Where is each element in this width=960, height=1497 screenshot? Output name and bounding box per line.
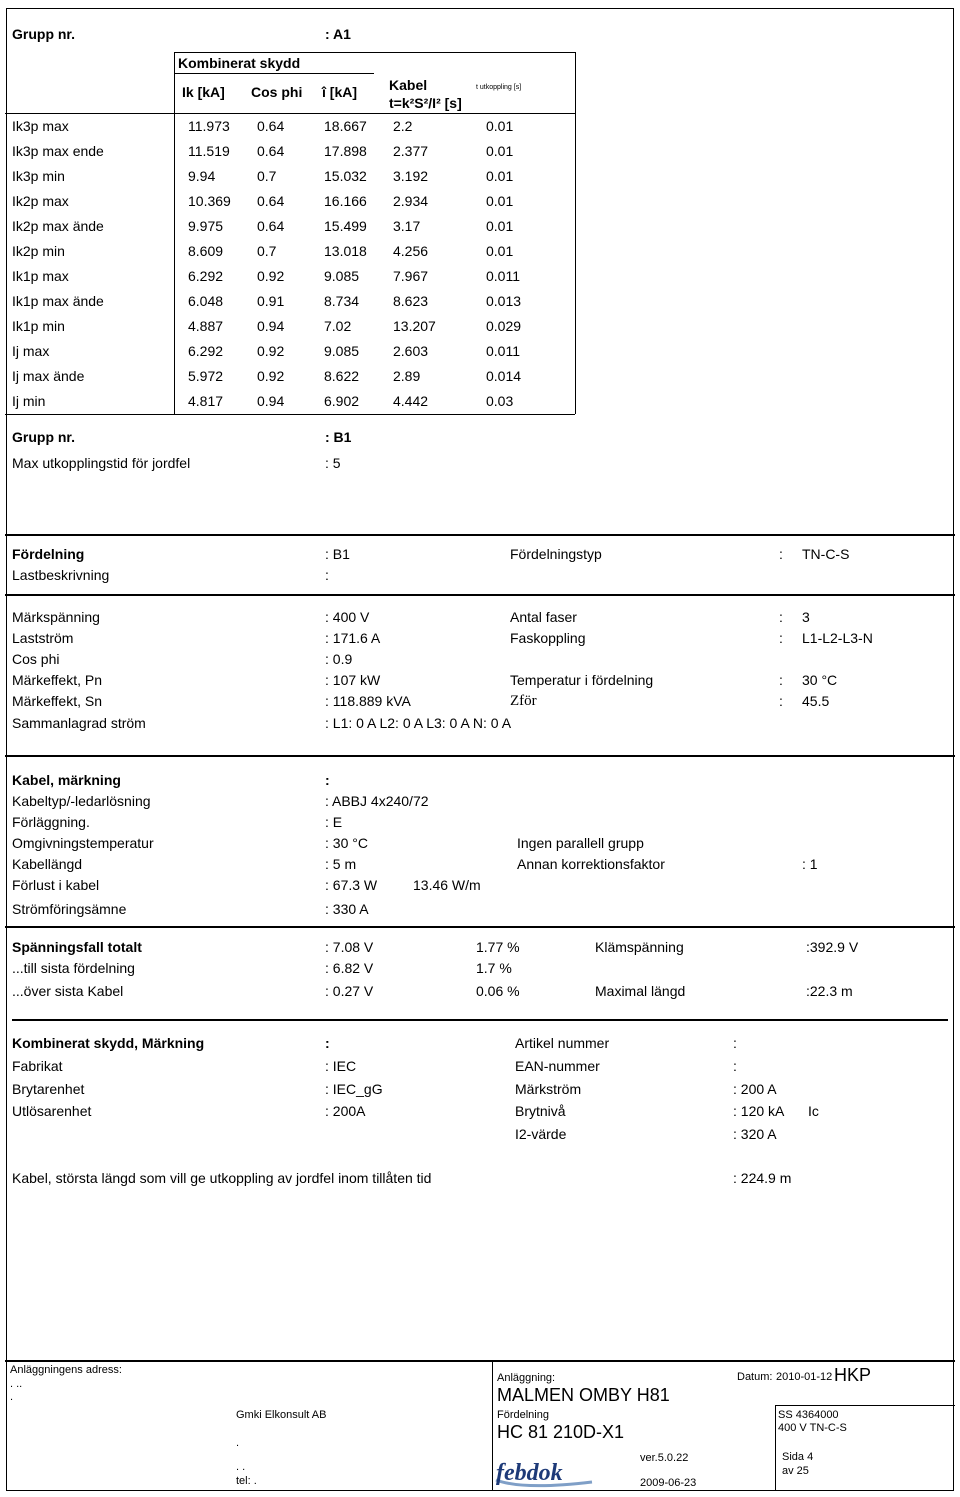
artikelnummer-value: : <box>733 1035 737 1051</box>
laststrom-value: : 171.6 A <box>325 630 381 646</box>
faskoppling-value: L1-L2-L3-N <box>802 630 873 646</box>
kabel-label: Kabel, märkning <box>12 772 121 788</box>
table-cell-cos: 0.94 <box>257 393 285 409</box>
col-header-ik: Ik [kA] <box>182 84 225 100</box>
fordelning-label: Fördelning <box>12 546 85 562</box>
table-cell-ihat: 18.667 <box>324 118 367 134</box>
cos-phi-label: Cos phi <box>12 651 60 667</box>
group-b-value: : B1 <box>325 429 352 445</box>
utlosarenhet-value: : 200A <box>325 1103 366 1119</box>
antal-faser-colon: : <box>779 609 783 625</box>
table-cell-ik: 6.292 <box>188 343 224 359</box>
table-cell-ik: 6.048 <box>188 293 224 309</box>
page-total: av 25 <box>782 1465 809 1477</box>
faskoppling-colon: : <box>779 630 783 646</box>
table-cell-ihat: 7.02 <box>324 318 352 334</box>
table-row-label: Ij max <box>12 343 50 359</box>
col-header-ihat: î [kA] <box>322 84 357 100</box>
forlust-label: Förlust i kabel <box>12 877 100 893</box>
table-border-bottom <box>5 414 575 415</box>
adress-line2: . <box>10 1391 14 1403</box>
table-cell-t: 0.011 <box>486 268 520 284</box>
markeffekt-pn-value: : 107 kW <box>325 672 381 688</box>
sista-kabel-value: : 0.27 V <box>325 983 374 999</box>
kabeltyp-value: : ABBJ 4x240/72 <box>325 793 429 809</box>
markeffekt-pn-label: Märkeffekt, Pn <box>12 672 103 688</box>
febdok-logo-graphic <box>492 1458 596 1488</box>
stromforingsamne-label: Strömföringsämne <box>12 901 127 917</box>
table-row-label: Ik3p max ende <box>12 143 104 159</box>
group-a-value: : A1 <box>325 26 351 42</box>
table-cell-ik: 10.369 <box>188 193 231 209</box>
table-cell-ik: 6.292 <box>188 268 224 284</box>
febdok-logo <box>492 1458 596 1488</box>
footer-fordelning-value: HC 81 210D-X1 <box>497 1422 625 1442</box>
datum-label: Datum: <box>737 1371 773 1383</box>
klamspanning-label: Klämspänning <box>595 939 684 955</box>
maximal-langd-label: Maximal längd <box>595 983 686 999</box>
table-group-header: Kombinerat skydd <box>178 55 301 71</box>
fordelningstyp-colon: : <box>779 546 783 562</box>
korrektionsfaktor-value: : 1 <box>802 856 818 872</box>
cos-phi-value: : 0.9 <box>325 651 353 667</box>
table-cell-ihat: 17.898 <box>324 143 367 159</box>
table-cell-t: 0.029 <box>486 318 522 334</box>
table-cell-cos: 0.64 <box>257 118 285 134</box>
col-header-kabel-formula: t=k²S²/I² [s] <box>389 95 462 111</box>
table-cell-cos: 0.64 <box>257 218 285 234</box>
sammanlagrad-label: Sammanlagrad ström <box>12 715 146 731</box>
faskoppling-label: Faskoppling <box>510 630 586 646</box>
group-b-label: Grupp nr. <box>12 429 75 445</box>
standard: SS 4364000 <box>778 1409 839 1421</box>
lastbeskrivning-value: : <box>325 567 329 583</box>
forlaggning-label: Förläggning. <box>12 814 90 830</box>
kabellangd-label: Kabellängd <box>12 856 83 872</box>
table-cell-ihat: 8.622 <box>324 368 360 384</box>
table-cell-t: 0.01 <box>486 143 514 159</box>
table-cell-kabel: 2.377 <box>393 143 429 159</box>
section-divider <box>5 926 955 928</box>
footer-hline <box>775 1405 955 1406</box>
table-cell-cos: 0.7 <box>257 243 277 259</box>
table-cell-t: 0.01 <box>486 118 514 134</box>
fordelningstyp-label: Fördelningstyp <box>510 546 602 562</box>
table-cell-cos: 0.7 <box>257 168 277 184</box>
omgivningstemp-label: Omgivningstemperatur <box>12 835 154 851</box>
table-cell-ihat: 9.085 <box>324 268 360 284</box>
table-cell-ik: 9.94 <box>188 168 216 184</box>
korrektionsfaktor-label: Annan korrektionsfaktor <box>517 856 665 872</box>
table-row-label: Ik2p max <box>12 193 69 209</box>
table-cell-ik: 11.519 <box>188 143 230 159</box>
page-frame <box>6 8 954 1491</box>
lastbeskrivning-label: Lastbeskrivning <box>12 567 110 583</box>
table-cell-t: 0.01 <box>486 218 514 234</box>
group-a-label: Grupp nr. <box>12 26 75 42</box>
table-cell-t: 0.01 <box>486 168 514 184</box>
table-border-left <box>174 52 175 414</box>
ean-value: : <box>733 1058 737 1074</box>
footer-fordelning-label: Fördelning <box>497 1409 549 1421</box>
table-cell-t: 0.014 <box>486 368 522 384</box>
table-cell-ik: 11.973 <box>188 118 230 134</box>
table-row-label: Ik1p max <box>12 268 69 284</box>
table-cell-t: 0.013 <box>486 293 522 309</box>
klamspanning-value: :392.9 V <box>806 939 859 955</box>
skydd-value: : <box>325 1035 330 1051</box>
adress-label: Anläggningens adress: <box>10 1364 122 1376</box>
temperatur-label: Temperatur i fördelning <box>510 672 654 688</box>
table-cell-kabel: 4.256 <box>393 243 429 259</box>
table-cell-kabel: 3.192 <box>393 168 429 184</box>
kabel-storsta-langd-value: : 224.9 m <box>733 1170 792 1186</box>
col-header-t: t utkoppling [s] <box>476 84 522 91</box>
table-cell-cos: 0.91 <box>257 293 285 309</box>
spanningsfall-label: Spänningsfall totalt <box>12 939 142 955</box>
table-cell-t: 0.01 <box>486 243 514 259</box>
kabel-value: : <box>325 772 330 788</box>
table-cell-t: 0.03 <box>486 393 514 409</box>
table-cell-cos: 0.92 <box>257 368 285 384</box>
sammanlagrad-value: : L1: 0 A L2: 0 A L3: 0 A N: 0 A <box>325 715 512 731</box>
zfor-label: Zför <box>510 693 537 709</box>
adress-line1: . .. <box>10 1378 23 1390</box>
sista-fordelning-label: ...till sista fördelning <box>12 960 135 976</box>
table-cell-cos: 0.92 <box>257 268 285 284</box>
table-cell-ihat: 15.499 <box>324 218 367 234</box>
table-cell-ihat: 8.734 <box>324 293 360 309</box>
forlust-value: : 67.3 W <box>325 877 378 893</box>
parallell-grupp-label: Ingen parallell grupp <box>517 835 644 851</box>
table-cell-kabel: 2.603 <box>393 343 429 359</box>
section-divider <box>5 534 955 536</box>
fabrikat-label: Fabrikat <box>12 1058 63 1074</box>
kabel-storsta-langd-label: Kabel, största längd som vill ge utkoppling av jordfel inom tillåten tid <box>12 1170 432 1186</box>
fabrikat-value: : IEC <box>325 1058 357 1074</box>
table-cell-ik: 9.975 <box>188 218 224 234</box>
table-cell-kabel: 7.967 <box>393 268 429 284</box>
table-row-label: Ik2p max ände <box>12 218 104 234</box>
temperatur-colon: : <box>779 672 783 688</box>
markstrom-value: : 200 A <box>733 1081 777 1097</box>
antal-faser-label: Antal faser <box>510 609 577 625</box>
table-cell-t: 0.011 <box>486 343 520 359</box>
footer-divider-right <box>775 1405 776 1490</box>
signature: HKP <box>834 1365 872 1385</box>
table-cell-kabel: 2.2 <box>393 118 413 134</box>
standard-system: 400 V TN-C-S <box>778 1422 847 1434</box>
table-cell-cos: 0.94 <box>257 318 285 334</box>
table-row-label: Ik1p max ände <box>12 293 104 309</box>
table-row-label: Ik3p min <box>12 168 65 184</box>
table-cell-ik: 5.972 <box>188 368 224 384</box>
table-row-label: Ij max ände <box>12 368 85 384</box>
febdok-logo-text: febdok <box>496 1460 563 1486</box>
sista-kabel-label: ...över sista Kabel <box>12 983 124 999</box>
table-cell-kabel: 4.442 <box>393 393 429 409</box>
version-date: 2009-06-23 <box>640 1477 697 1489</box>
table-cell-cos: 0.64 <box>257 143 285 159</box>
ean-label: EAN-nummer <box>515 1058 600 1074</box>
markeffekt-sn-label: Märkeffekt, Sn <box>12 693 103 709</box>
temperatur-value: 30 °C <box>802 672 838 688</box>
table-row-label: Ik1p min <box>12 318 65 334</box>
kabellangd-value: : 5 m <box>325 856 357 872</box>
anlaggning-value: MALMEN OMBY H81 <box>497 1385 670 1405</box>
section-divider <box>12 1019 948 1021</box>
table-cell-ihat: 16.166 <box>324 193 367 209</box>
forlust-per-meter: 13.46 W/m <box>413 877 481 893</box>
sista-fordelning-pct: 1.7 % <box>476 960 512 976</box>
table-cell-ihat: 6.902 <box>324 393 360 409</box>
brytarenhet-label: Brytarenhet <box>12 1081 85 1097</box>
max-utkoppling-value: : 5 <box>325 455 341 471</box>
table-cell-ihat: 13.018 <box>324 243 367 259</box>
markspanning-value: : 400 V <box>325 609 370 625</box>
brytniva-unit: Ic <box>808 1103 819 1119</box>
company-line1: . <box>236 1437 240 1449</box>
markspanning-label: Märkspänning <box>12 609 100 625</box>
section-divider <box>5 594 955 596</box>
fordelningstyp-value: TN-C-S <box>802 546 850 562</box>
max-utkoppling-label: Max utkopplingstid för jordfel <box>12 455 191 471</box>
sista-fordelning-value: : 6.82 V <box>325 960 374 976</box>
i2-value: : 320 A <box>733 1126 777 1142</box>
table-border-top <box>174 52 575 53</box>
table-divider-group <box>174 73 374 74</box>
table-cell-kabel: 8.623 <box>393 293 429 309</box>
brytarenhet-value: : IEC_gG <box>325 1081 383 1097</box>
footer-top-border <box>5 1360 955 1362</box>
table-cell-ihat: 15.032 <box>324 168 367 184</box>
table-cell-ihat: 9.085 <box>324 343 360 359</box>
table-header-bottom <box>5 113 575 114</box>
stromforingsamne-value: : 330 A <box>325 901 369 917</box>
artikelnummer-label: Artikel nummer <box>515 1035 610 1051</box>
table-cell-ik: 4.887 <box>188 318 224 334</box>
i2-label: I2-värde <box>515 1126 567 1142</box>
page-number: Sida 4 <box>782 1451 814 1463</box>
datum-value: 2010-01-12 <box>776 1371 833 1383</box>
table-border-right <box>575 52 576 414</box>
skydd-label: Kombinerat skydd, Märkning <box>12 1035 205 1051</box>
table-cell-ik: 8.609 <box>188 243 224 259</box>
omgivningstemp-value: : 30 °C <box>325 835 368 851</box>
forlaggning-value: : E <box>325 814 343 830</box>
company-line2: . . <box>236 1461 246 1473</box>
table-row-label: Ik2p min <box>12 243 65 259</box>
table-cell-kabel: 13.207 <box>393 318 436 334</box>
kabeltyp-label: Kabeltyp/-ledarlösning <box>12 793 151 809</box>
zfor-value: 45.5 <box>802 693 830 709</box>
brytniva-label: Brytnivå <box>515 1103 566 1119</box>
utlosarenhet-label: Utlösarenhet <box>12 1103 92 1119</box>
markeffekt-sn-value: : 118.889 kVA <box>325 693 411 709</box>
version: ver.5.0.22 <box>640 1452 689 1464</box>
laststrom-label: Lastström <box>12 630 74 646</box>
section-divider <box>5 755 955 757</box>
table-cell-kabel: 2.934 <box>393 193 429 209</box>
table-cell-cos: 0.64 <box>257 193 285 209</box>
fordelning-value: : B1 <box>325 546 350 562</box>
company-tel: tel: . <box>236 1475 257 1487</box>
antal-faser-value: 3 <box>802 609 810 625</box>
company-name: Gmki Elkonsult AB <box>236 1409 327 1421</box>
table-cell-ik: 4.817 <box>188 393 224 409</box>
maximal-langd-value: :22.3 m <box>806 983 853 999</box>
table-cell-kabel: 2.89 <box>393 368 421 384</box>
spanningsfall-pct: 1.77 % <box>476 939 520 955</box>
table-cell-t: 0.01 <box>486 193 514 209</box>
table-row-label: Ij min <box>12 393 46 409</box>
col-header-cos: Cos phi <box>251 84 303 100</box>
table-row-label: Ik3p max <box>12 118 69 134</box>
table-cell-cos: 0.92 <box>257 343 285 359</box>
zfor-colon: : <box>779 693 783 709</box>
markstrom-label: Märkström <box>515 1081 582 1097</box>
anlaggning-label: Anläggning: <box>497 1372 556 1384</box>
sista-kabel-pct: 0.06 % <box>476 983 520 999</box>
col-header-kabel: Kabel <box>389 77 428 93</box>
table-cell-kabel: 3.17 <box>393 218 421 234</box>
brytniva-value: : 120 kA <box>733 1103 785 1119</box>
spanningsfall-value: : 7.08 V <box>325 939 374 955</box>
